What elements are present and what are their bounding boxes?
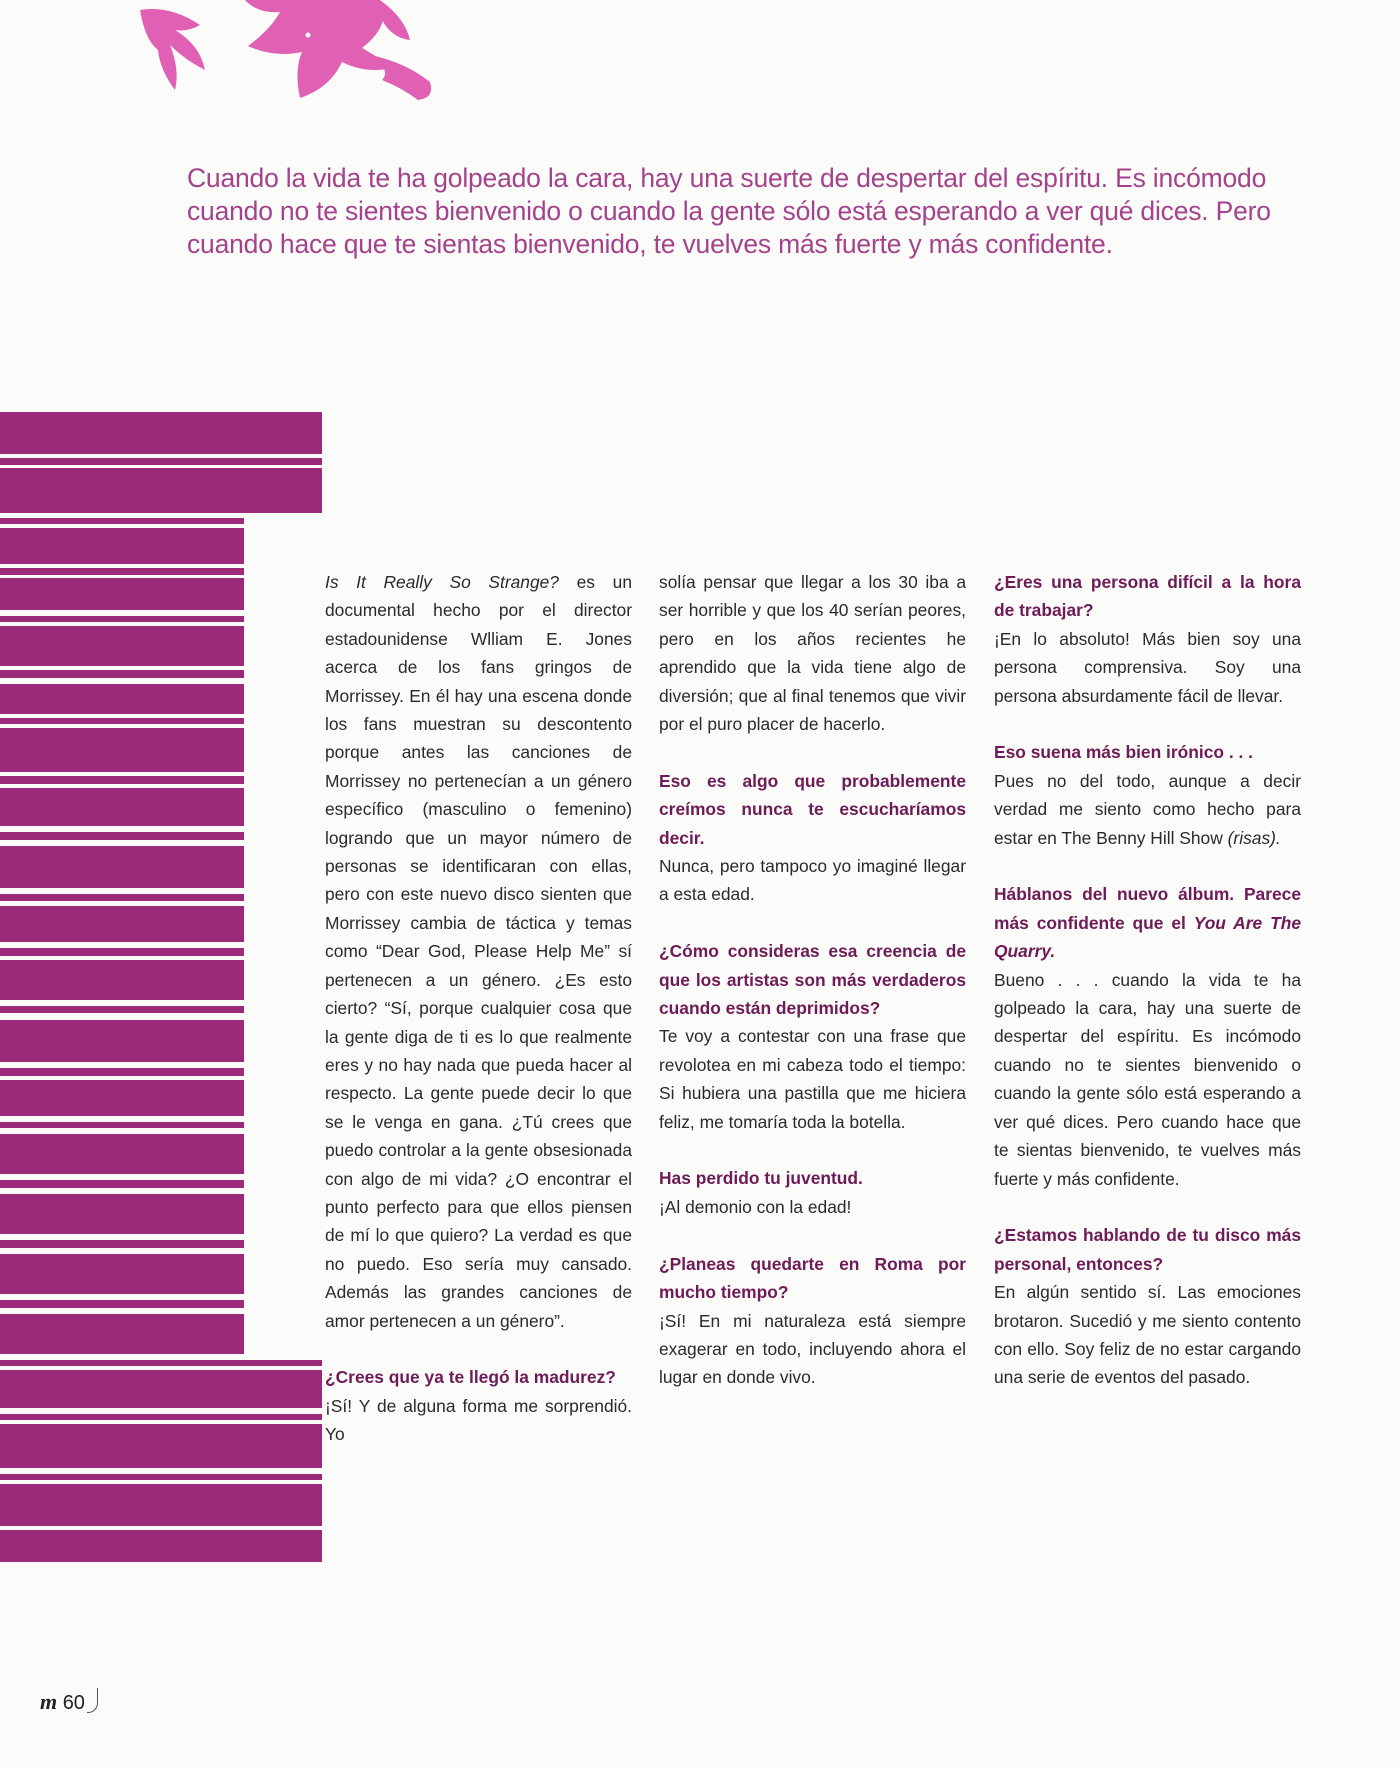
qa-6 xyxy=(994,568,1301,710)
pull-quote: Cuando la vida te ha golpeado la cara, hay una suerte de despertar del espíritu. Es incómodo cuando no te sientes bienvenido o cuando la gente sólo está esperando a ver qué dices. Pero cuando hace que te sientas bienvenido, te vuelves más fuerte y más confidente. xyxy=(187,163,1271,259)
qa-9 xyxy=(994,1221,1301,1391)
documentary-title: Is It Really So Strange? xyxy=(325,572,559,592)
question-7: Eso suena más bien irónico . . . xyxy=(994,742,1253,763)
answer-7-italic: (risas). xyxy=(1227,827,1281,848)
answer-1-continued: solía pensar que llegar a los 30 iba a ser horrible y que los 40 serían peores, pero en los años recientes he aprendido que la vida tiene algo de diversión; que al final tenemos que vivir por el puro placer de hacerlo. xyxy=(659,572,966,735)
stripe-band xyxy=(0,568,244,575)
stripe-band xyxy=(0,518,244,524)
stripe-band xyxy=(0,1006,244,1013)
intro-text: es un documental hecho por el director estadounidense Wlliam E. Jones acerca de los fans gringos de Morrissey. En él hay una escena donde los fans muestran su descontento porque antes las canciones de Morrissey no pertenecían a un género específico (masculino o femenino) logrando que un mayor número de personas se identificaran con ellas, pero con este nuevo disco sienten que Morrissey cambia de táctica y temas como “Dear God, Please Help Me” sí pertenecen a un género. ¿Es esto cierto? “Sí, porque cualquier cosa que la gente diga de ti es lo que realmente eres y no hay nada que pueda hacer al respecto. La gente puede decir lo que se le venga en gana. ¿Tú crees que puedo controlar a la gente obsesionada con algo de mi vida? ¿O encontrar el punto perfecto para que ellos piensen de mí lo que quiero? La verdad es que no puedo. Eso sería muy cansado. Además las grandes canciones de amor pertenecen a un género”. xyxy=(325,572,632,1331)
answer-5: ¡Sí! En mi naturaleza está siempre exagerar en todo, incluyendo ahora el lugar en donde vivo. xyxy=(659,1310,966,1388)
answer-1: ¡Sí! Y de alguna forma me sorprendió. Yo xyxy=(325,1395,632,1445)
album-title: You Are The Quarry. xyxy=(994,912,1301,962)
question-3: ¿Cómo consideras esa creencia de que los artistas son más verdaderos cuando están deprimidos? xyxy=(659,941,966,1019)
stripe-pattern xyxy=(0,412,322,1562)
stripe-band xyxy=(0,728,244,772)
stripe-band xyxy=(0,1020,244,1062)
stripe-band xyxy=(0,1314,244,1354)
intro-paragraph xyxy=(325,568,632,1335)
stripe-band xyxy=(0,1122,244,1128)
page-number: 60 xyxy=(62,1692,85,1714)
question-5: ¿Planeas quedarte en Roma por mucho tiempo? xyxy=(659,1253,966,1303)
question-8: Háblanos del nuevo álbum. Parece más confidente que el You Are The Quarry. xyxy=(994,884,1301,962)
stripe-band xyxy=(0,684,244,714)
stripe-band xyxy=(0,788,244,826)
stripe-band xyxy=(0,670,244,678)
qa-4 xyxy=(659,1164,966,1221)
stripe-band xyxy=(0,960,244,1000)
stripe-band xyxy=(0,1194,244,1234)
question-2: Eso es algo que probablemente creímos nunca te escucharíamos decir. xyxy=(659,770,966,848)
answer-6: ¡En lo absoluto! Más bien soy una persona comprensiva. Soy una persona absurdamente fácil de llevar. xyxy=(994,628,1301,706)
question-1: ¿Crees que ya te llegó la madurez? xyxy=(325,1367,616,1388)
stripe-band xyxy=(0,1370,322,1408)
stripe-band xyxy=(0,1414,322,1420)
stripe-band xyxy=(0,412,322,454)
question-6: ¿Eres una persona difícil a la hora de trabajar? xyxy=(994,572,1301,621)
magazine-logo: m xyxy=(40,1689,58,1714)
article-column-2 xyxy=(659,568,966,1420)
stripe-band xyxy=(0,458,322,465)
stripe-band xyxy=(0,1424,322,1468)
stripe-band xyxy=(0,948,244,956)
answer-3: Te voy a contestar con una frase que revolotea en mi cabeza todo el tiempo: Si hubiera una pastilla que me hiciera feliz, me tomaría toda la botella. xyxy=(659,1026,966,1132)
folio-bracket xyxy=(87,1688,98,1713)
answer-8: Bueno . . . cuando la vida te ha golpeado la cara, hay una suerte de despertar del espíritu. Es incómodo cuando no te sientes bienvenido o cuando la gente sólo está esperando a ver qué dices. Pero cuando hace que te sientas bienvenido, te vuelves más fuerte y más confidente. xyxy=(994,969,1301,1189)
stripe-band xyxy=(0,1300,244,1308)
answer-7: Pues no del todo, aunque a decir verdad me siento como hecho para estar en The Benny Hill Show xyxy=(994,770,1301,848)
stripe-band xyxy=(0,1068,244,1076)
question-9: ¿Estamos hablando de tu disco más personal, entonces? xyxy=(994,1225,1301,1274)
stripe-band xyxy=(0,1360,322,1366)
article-column-3 xyxy=(994,568,1301,1420)
stripe-band xyxy=(0,578,244,610)
qa-2 xyxy=(659,767,966,909)
page-folio xyxy=(40,1688,98,1722)
stripe-band xyxy=(0,1474,322,1480)
stripe-band xyxy=(0,1536,322,1562)
stripe-band xyxy=(0,468,322,513)
stripe-band xyxy=(0,846,244,888)
qa-5 xyxy=(659,1250,966,1392)
stripe-band xyxy=(0,906,244,942)
stripe-band xyxy=(0,718,244,724)
stripe-band xyxy=(0,1240,244,1248)
answer-4: ¡Al demonio con la edad! xyxy=(659,1196,852,1217)
article-column-1 xyxy=(325,568,632,1449)
stripe-band xyxy=(0,616,244,622)
stripe-band xyxy=(0,626,244,666)
flower-illustration xyxy=(130,0,470,105)
stripe-band xyxy=(0,528,244,564)
stripe-band xyxy=(0,1530,322,1536)
stripe-band xyxy=(0,1080,244,1116)
stripe-band xyxy=(0,776,244,784)
stripe-band xyxy=(0,1180,244,1188)
answer-9: En algún sentido sí. Las emociones brotaron. Sucedió y me siento contento con ello. Soy feliz de no estar cargando una serie de eventos del pasado. xyxy=(994,1282,1301,1388)
question-4: Has perdido tu juventud. xyxy=(659,1168,863,1189)
answer-2: Nunca, pero tampoco yo imaginé llegar a esta edad. xyxy=(659,856,966,905)
stripe-band xyxy=(0,1134,244,1174)
qa-8 xyxy=(994,880,1301,1192)
stripe-band xyxy=(0,1484,322,1526)
qa-3 xyxy=(659,937,966,1136)
stripe-band xyxy=(0,894,244,901)
qa-7 xyxy=(994,738,1301,852)
stripe-band xyxy=(0,832,244,840)
stripe-band xyxy=(0,1254,244,1294)
